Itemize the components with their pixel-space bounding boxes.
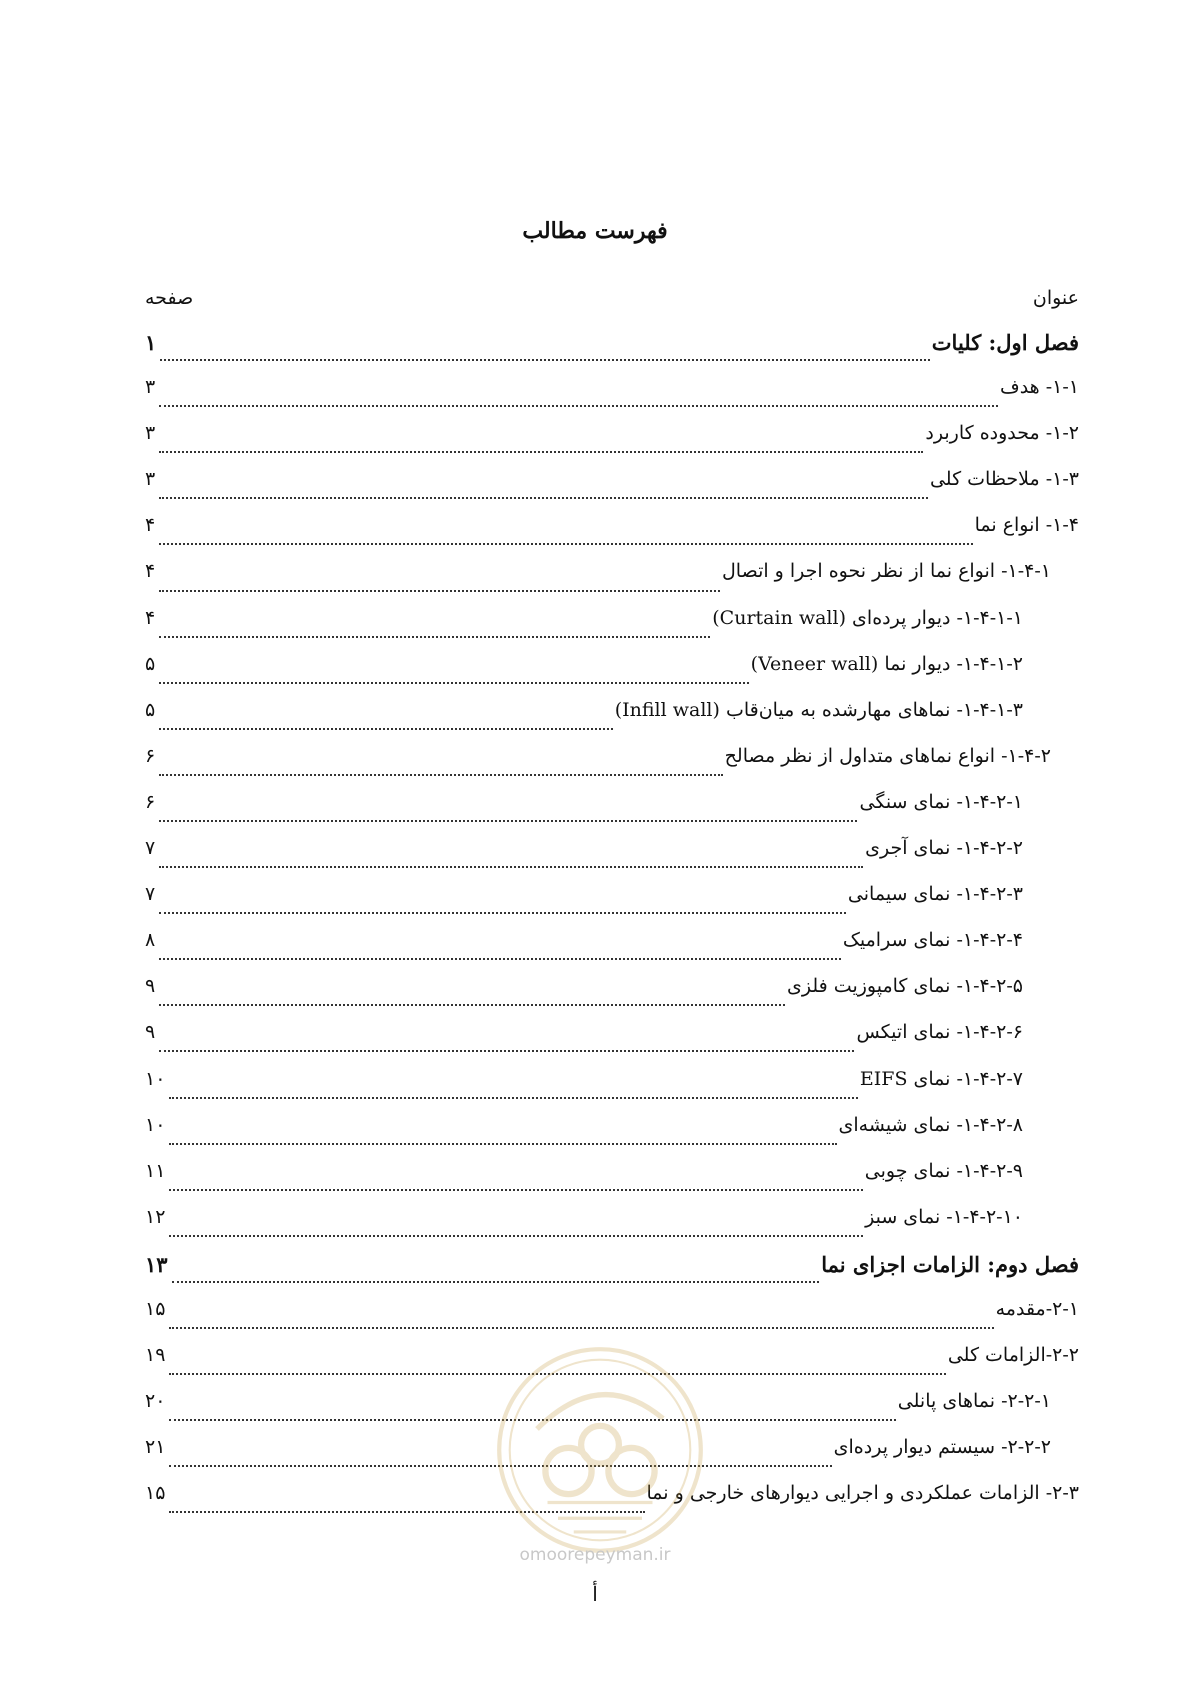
toc-leader-dots xyxy=(159,543,972,545)
toc-entry[interactable] xyxy=(145,607,1079,653)
toc-leader-dots xyxy=(159,1004,785,1006)
toc-entry[interactable] xyxy=(145,975,1079,1021)
toc-entry-page: ۱۳ xyxy=(145,1251,168,1277)
toc-entry-page: ۷ xyxy=(145,837,156,860)
toc-entry-label: ۲-۲-۲- سیستم دیوار پرده‌ای xyxy=(833,1436,1051,1459)
toc-entry-label: ۱-۲- محدوده کاربرد xyxy=(925,422,1079,445)
toc-entry[interactable] xyxy=(145,837,1079,883)
column-page-label: صفحه xyxy=(145,287,194,309)
toc-entry-label: ۱-۴-۱-۳- نماهای مهارشده به میان‌قاب (Infill wall) xyxy=(614,698,1023,721)
toc-entry-label: ۲-۲-۱- نماهای پانلی xyxy=(897,1390,1051,1413)
toc-entry-page: ۶ xyxy=(145,744,156,767)
toc-entry-page: ۶ xyxy=(145,790,156,813)
toc-entry[interactable] xyxy=(145,1206,1079,1252)
toc-leader-dots xyxy=(169,1143,836,1145)
toc-entry-page: ۹ xyxy=(145,975,156,998)
toc-leader-dots xyxy=(159,866,863,868)
toc-entry[interactable] xyxy=(145,1068,1079,1114)
toc-entry-page: ۴ xyxy=(145,606,156,629)
toc-entry-page: ۴ xyxy=(145,514,156,537)
toc-leader-dots xyxy=(159,728,613,730)
toc-entry-label: ۱-۴-۲-۹- نمای چوبی xyxy=(864,1159,1023,1182)
toc-entry[interactable] xyxy=(145,1160,1079,1206)
toc-entry-label: ۲-۱-مقدمه xyxy=(995,1297,1079,1320)
toc-entry-page: ۱ xyxy=(145,330,157,355)
toc-entry-label: ۱-۴-۲-۶- نمای اتیکس xyxy=(856,1021,1023,1044)
toc-entry-page: ۵ xyxy=(145,652,156,675)
toc-chapter-entry[interactable] xyxy=(145,1252,1079,1298)
toc-entry[interactable] xyxy=(145,560,1079,606)
toc-entry[interactable] xyxy=(145,745,1079,791)
toc-entry-label: فصل دوم: الزامات اجزای نما xyxy=(821,1251,1079,1277)
toc-entry[interactable] xyxy=(145,1021,1079,1067)
toc-leader-dots xyxy=(159,451,923,453)
toc-leader-dots xyxy=(169,1097,857,1099)
toc-entry-page: ۹ xyxy=(145,1021,156,1044)
toc-chapter-entry[interactable] xyxy=(145,330,1079,376)
toc-entry-label: ۱-۴-۲-۷- نمای EIFS xyxy=(859,1067,1023,1090)
toc-entry[interactable] xyxy=(145,929,1079,975)
toc-entry-page: ۲۰ xyxy=(145,1390,166,1413)
toc-entry-label: ۲-۳- الزامات عملکردی و اجرایی دیوارهای خارجی و نما xyxy=(646,1482,1079,1505)
toc-entry-label: ۱-۴-۲-۳- نمای سیمانی xyxy=(847,883,1023,906)
page-number: أ xyxy=(592,1582,598,1606)
toc-entry-label: ۱-۴-۲-۸- نمای شیشه‌ای xyxy=(838,1113,1023,1136)
toc-entry[interactable] xyxy=(145,468,1079,514)
toc-header xyxy=(145,287,1079,317)
toc-entry-label: ۲-۲-الزامات کلی xyxy=(947,1344,1079,1367)
toc-entry-label: ۱-۴-۱-۲- دیوار نما (Veneer wall) xyxy=(750,652,1023,675)
toc-entry-page: ۱۰ xyxy=(145,1067,166,1090)
toc-entry-label: ۱-۴-۲-۲- نمای آجری xyxy=(865,837,1023,860)
watermark-text: omoorepeyman.ir xyxy=(519,1545,671,1565)
toc-entry[interactable] xyxy=(145,883,1079,929)
toc-leader-dots xyxy=(169,1235,863,1237)
toc-leader-dots xyxy=(159,820,857,822)
toc-leader-dots xyxy=(169,1327,993,1329)
toc-entry[interactable] xyxy=(145,376,1079,422)
toc-entry[interactable] xyxy=(145,514,1079,560)
toc-entry-label: ۱-۴-۲-۴- نمای سرامیک xyxy=(842,929,1023,952)
toc-entry-page: ۱۱ xyxy=(145,1159,166,1182)
toc-entry-label: ۱-۴-۲-۱- نمای سنگی xyxy=(859,790,1023,813)
toc-entry-label: ۱-۳- ملاحظات کلی xyxy=(929,468,1079,491)
watermark-seal-icon xyxy=(495,1345,705,1555)
toc-entry-page: ۱۹ xyxy=(145,1344,166,1367)
toc-entry[interactable] xyxy=(145,422,1079,468)
toc-leader-dots xyxy=(159,682,748,684)
toc-entry-label: ۱-۴-۲- انواع نماهای متداول از نظر مصالح xyxy=(724,744,1051,767)
toc-entry-page: ۱۵ xyxy=(145,1482,166,1505)
toc-entry-label: ۱-۱- هدف xyxy=(1000,376,1079,399)
toc-leader-dots xyxy=(159,636,710,638)
toc-leader-dots xyxy=(172,1281,820,1283)
toc-leader-dots xyxy=(159,774,722,776)
toc-entry-page: ۲۱ xyxy=(145,1436,166,1459)
toc-entry[interactable] xyxy=(145,1114,1079,1160)
toc-entry-page: ۸ xyxy=(145,929,156,952)
toc-leader-dots xyxy=(159,405,998,407)
toc-entry-page: ۳ xyxy=(145,468,156,491)
toc-leader-dots xyxy=(159,912,846,914)
toc-entry-label: فصل اول: کلیات xyxy=(931,330,1079,355)
toc-leader-dots xyxy=(159,1050,854,1052)
page-title: فهرست مطالب xyxy=(522,218,668,244)
toc-entry-label: ۱-۴-۲-۵- نمای کامپوزیت فلزی xyxy=(787,975,1023,998)
toc-entry-label: ۱-۴-۱-۱- دیوار پرده‌ای (Curtain wall) xyxy=(712,606,1023,629)
toc-entry-page: ۱۲ xyxy=(145,1205,166,1228)
toc-leader-dots xyxy=(169,1189,862,1191)
toc-entry[interactable] xyxy=(145,1298,1079,1344)
toc-leader-dots xyxy=(159,497,928,499)
toc-entry-page: ۷ xyxy=(145,883,156,906)
toc-entry-page: ۱۵ xyxy=(145,1297,166,1320)
toc-entry-label: ۱-۴- انواع نما xyxy=(974,514,1079,537)
toc-entry[interactable] xyxy=(145,653,1079,699)
toc-leader-dots xyxy=(159,958,841,960)
toc-entry-page: ۵ xyxy=(145,698,156,721)
toc-leader-dots xyxy=(160,359,930,361)
toc-entry[interactable] xyxy=(145,791,1079,837)
toc-entry-label: ۱-۴-۱- انواع نما از نظر نحوه اجرا و اتصال xyxy=(722,560,1051,583)
toc-leader-dots xyxy=(159,590,720,592)
toc-entry[interactable] xyxy=(145,699,1079,745)
toc-entry-page: ۳ xyxy=(145,376,156,399)
toc-entry-page: ۴ xyxy=(145,560,156,583)
toc-entry-label: ۱-۴-۲-۱۰- نمای سبز xyxy=(865,1205,1023,1228)
column-title-label: عنوان xyxy=(1032,287,1079,309)
toc-entry-page: ۳ xyxy=(145,422,156,445)
toc-entry-page: ۱۰ xyxy=(145,1113,166,1136)
